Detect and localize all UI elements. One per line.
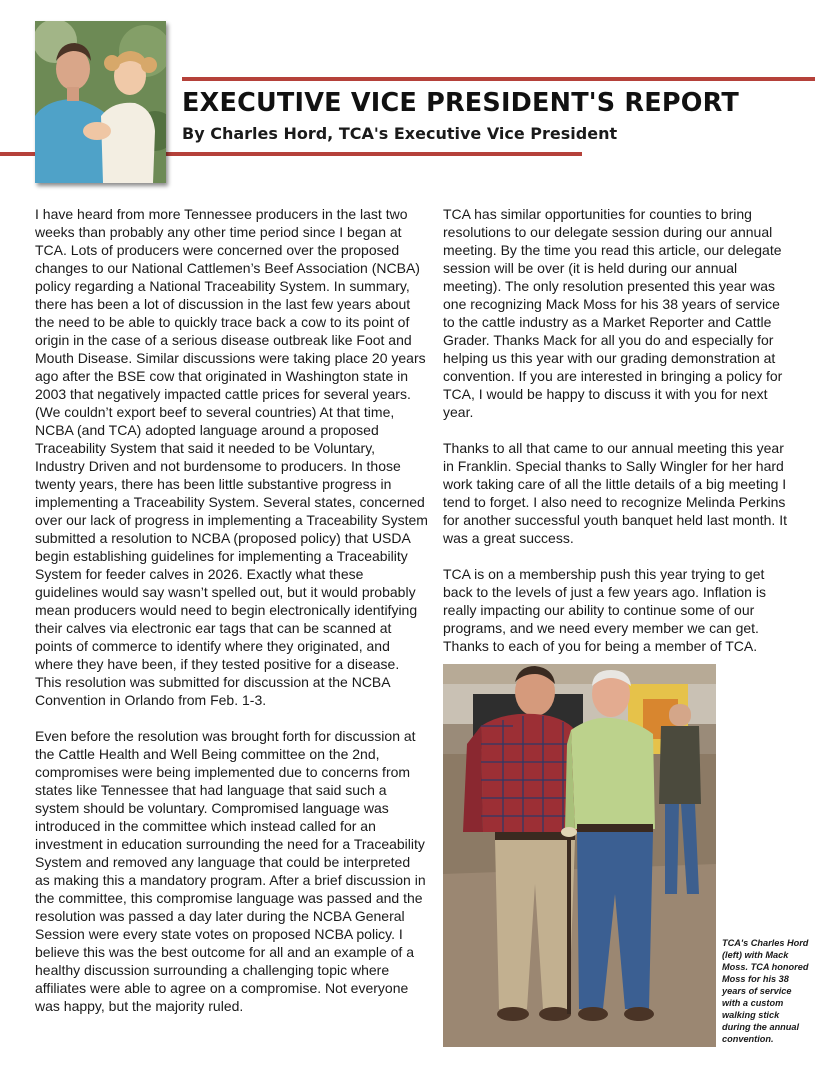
byline: By Charles Hord, TCA's Executive Vice President [182, 124, 618, 143]
article-paragraph: I have heard from more Tennessee producers in the last two weeks than probably any other time period since I began at TCA. Lots of producers were concerned over the proposed changes to our National Cattlemen’s Beef Association (NCBA) policy regarding a National Traceability System. In summary, there has been a lot of discussion in the last few years about the need to be able to quickly trace back a cow to its point of origin in the case of a serious disease outbreak like Foot and Mouth Disease. Similar discussions were taking place 20 years ago after the BSE cow that originated in Washington state in 2003 that negatively impacted cattle prices for several years. (We couldn’t export beef to several countries) At that time, NCBA (and TCA) adopted language around a proposed Traceability System that said it needed to be Voluntary, Industry Driven and not burdensome to producers. In those twenty years, there has been little substantive progress in implementing a Traceability System. Several states, concerned over our lack of progress in implementing a Traceability System submitted a resolution to NCBA (proposed policy) that USDA begin establishing guidelines for implementing a Traceability System for feeder calves in 2026. Exactly what these guidelines would say wasn’t spelled out, but it would probably mean producers would need to begin electronically identifying their calves via electronic ear tags that can be scanned at points of commerce to identify where they originated, and where they have been, if they tested positive for a disease. This resolution was submitted for discussion at the NCBA Convention in Orlando from Feb. 1-3. [35, 206, 428, 708]
article-paragraph: Thanks to all that came to our annual meeting this year in Franklin. Special thanks to Sally Wingler for her hard work taking care of all the little details of a big meeting I tend to forget. I also need to recognize Melinda Perkins for another successful youth banquet held last month. It was a great success. [443, 440, 787, 546]
convention-photo [443, 664, 716, 1047]
header-top-rule [182, 77, 815, 81]
article-paragraph: TCA is on a membership push this year trying to get back to the levels of just a few years ago. Inflation is really impacting our ability to continue some of our programs, and we need every member we can get. Thanks to each of you for being a member of TCA. [443, 566, 766, 654]
photo-caption: TCA's Charles Hord (left) with Mack Moss. TCA honored Moss for his 38 years of service with a custom walking stick during the annual convention. [722, 938, 809, 1044]
author-portrait [35, 21, 166, 183]
article-paragraph: Even before the resolution was brought forth for discussion at the Cattle Health and Well Being committee on the 2nd, compromises were being implemented due to concerns from states like Tennessee that had language that said such a system should be voluntary. Compromised language was introduced in the committee which instead called for an investment in education surrounding the need for a Traceability System and removed any language that could be interpreted as making this a mandatory program. After a brief discussion in the committee, this compromise language was passed and the resolution was passed a day later during the NCBA General Session were every state votes on proposed NCBA policy. I believe this was the best outcome for all and an example of a healthy discussion surrounding a challenging topic where affiliates were able to agree on a compromise. Not everyone was happy, but the majority ruled. [35, 728, 426, 1014]
article-paragraph: TCA has similar opportunities for counties to bring resolutions to our delegate session during our annual meeting. By the time you read this article, our delegate session will be over (it is held during our annual meeting). The only resolution presented this year was one recognizing Mack Moss for his 38 years of service to the cattle industry as a Market Reporter and Cattle Grader. Thanks Mack for all you do and especially for helping us this year with our grading demonstration at convention. If you are interested in bringing a policy for TCA, I would be happy to discuss it with you for next year. [443, 206, 783, 420]
page-title: EXECUTIVE VICE PRESIDENT'S REPORT [182, 88, 739, 118]
article-right-column [443, 205, 788, 673]
article-left-column [35, 205, 428, 1033]
